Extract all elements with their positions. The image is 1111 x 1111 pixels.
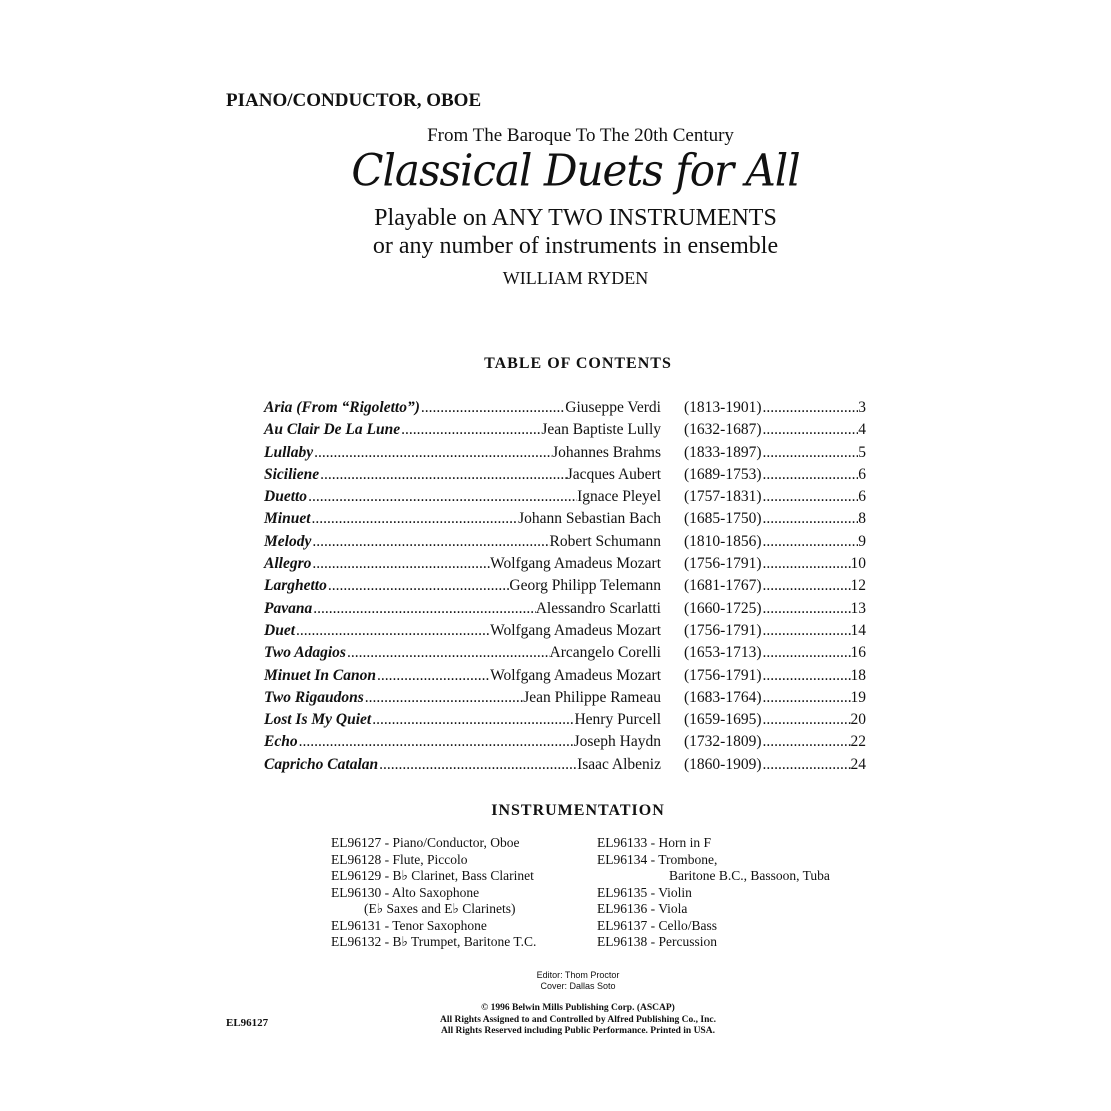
toc-entry-composer: Alessandro Scarlatti bbox=[535, 599, 661, 617]
toc-entry bbox=[264, 508, 884, 530]
dot-leader bbox=[400, 419, 541, 441]
dot-leader bbox=[762, 598, 851, 620]
toc-entry-title: Aria (From “Rigoletto”) bbox=[264, 399, 420, 416]
toc-entry-title: Two Rigaudons bbox=[264, 688, 364, 706]
dot-leader bbox=[420, 397, 565, 419]
toc-entry-composer: Wolfgang Amadeus Mozart bbox=[490, 555, 661, 573]
instrumentation-item: EL96133 - Horn in F bbox=[597, 835, 711, 850]
toc-entry-composer: Johann Sebastian Bach bbox=[518, 510, 661, 528]
toc-entry-page: 19 bbox=[850, 688, 866, 706]
toc-entry-composer: Robert Schumann bbox=[549, 532, 661, 550]
instrument-heading: PIANO/CONDUCTOR, OBOE bbox=[226, 90, 482, 111]
dot-leader bbox=[364, 687, 523, 709]
instrumentation-list-right bbox=[597, 835, 830, 951]
toc-entry-page: 13 bbox=[850, 599, 866, 617]
toc-entry-composer: Isaac Albeniz bbox=[577, 755, 661, 773]
toc-entry-composer: Ignace Pleyel bbox=[577, 488, 661, 506]
playable-line-2: or any number of instruments in ensemble bbox=[372, 233, 779, 259]
catalog-number: EL96127 bbox=[226, 1017, 269, 1029]
toc-entry bbox=[264, 642, 884, 664]
toc-entry-years: (1653-1713) bbox=[684, 644, 762, 662]
toc-entry bbox=[264, 598, 884, 620]
toc-entry-years: (1685-1750) bbox=[684, 510, 762, 528]
book-title: Classical Duets for All bbox=[351, 144, 800, 197]
copyright-line-1: © 1996 Belwin Mills Publishing Corp. (ASCAP) bbox=[481, 1003, 675, 1013]
instrumentation-item: EL96136 - Viola bbox=[597, 901, 688, 916]
dot-leader bbox=[327, 575, 510, 597]
dot-leader bbox=[762, 731, 851, 753]
toc-entry-years: (1632-1687) bbox=[684, 421, 762, 439]
dot-leader bbox=[311, 531, 549, 553]
toc-entry-page: 18 bbox=[850, 666, 866, 684]
toc-entry-composer: Wolfgang Amadeus Mozart bbox=[490, 621, 661, 639]
toc-heading: TABLE OF CONTENTS bbox=[484, 355, 672, 372]
dot-leader bbox=[312, 598, 536, 620]
toc-entry-title: Echo bbox=[264, 733, 298, 751]
toc-entry bbox=[264, 620, 884, 642]
dot-leader bbox=[762, 665, 851, 687]
toc-entry bbox=[264, 731, 884, 753]
dot-leader bbox=[762, 754, 851, 776]
toc-entry bbox=[264, 553, 884, 575]
dot-leader bbox=[311, 553, 490, 575]
toc-entry-title: Pavana bbox=[264, 599, 313, 617]
instrumentation-item: EL96134 - Trombone, bbox=[597, 851, 718, 867]
dot-leader bbox=[762, 464, 859, 486]
toc-entry-years: (1810-1856) bbox=[684, 532, 762, 550]
toc-entry-years: (1756-1791) bbox=[684, 555, 762, 573]
toc-entry-title: Two Adagios bbox=[264, 644, 346, 662]
toc-entry-title: Larghetto bbox=[264, 577, 327, 595]
dot-leader bbox=[762, 531, 859, 553]
toc-entry-composer: Arcangelo Corelli bbox=[549, 644, 661, 662]
toc-entry-page: 3 bbox=[858, 399, 866, 416]
toc-entry-title: Capricho Catalan bbox=[264, 755, 379, 773]
toc-entry-page: 4 bbox=[858, 421, 866, 439]
toc-entry bbox=[264, 397, 884, 419]
toc-entry-title: Siciliene bbox=[264, 465, 320, 483]
dot-leader bbox=[762, 419, 859, 441]
author: WILLIAM RYDEN bbox=[502, 268, 649, 288]
instrumentation-list-left bbox=[331, 835, 536, 951]
toc-entry-title: Minuet bbox=[264, 510, 311, 528]
instrumentation-item: EL96130 - Alto Saxophone bbox=[331, 884, 480, 900]
toc-entry-years: (1660-1725) bbox=[684, 599, 762, 617]
dot-leader bbox=[311, 508, 519, 530]
toc-entry-years: (1681-1767) bbox=[684, 577, 762, 595]
toc-entry bbox=[264, 687, 884, 709]
dot-leader bbox=[762, 486, 859, 508]
toc-entry-composer: Johannes Brahms bbox=[552, 443, 661, 461]
toc-entry-title: Duet bbox=[264, 621, 295, 639]
copyright-line-3: All Rights Reserved including Public Performance. Printed in USA. bbox=[441, 1026, 715, 1036]
toc-entry-years: (1757-1831) bbox=[684, 488, 762, 506]
dot-leader bbox=[298, 731, 574, 753]
instrumentation-item: (E♭ Saxes and E♭ Clarinets) bbox=[364, 901, 516, 916]
toc-entry-title: Duetto bbox=[264, 488, 308, 506]
dot-leader bbox=[762, 620, 851, 642]
toc-entry-title: Au Clair De La Lune bbox=[264, 421, 401, 439]
toc-entry-title: Lullaby bbox=[264, 443, 314, 461]
toc-entry-page: 16 bbox=[850, 644, 866, 662]
playable-line-1: Playable on ANY TWO INSTRUMENTS bbox=[374, 205, 777, 231]
instrumentation-item: EL96127 - Piano/Conductor, Oboe bbox=[331, 835, 520, 850]
instrumentation-item: EL96137 - Cello/Bass bbox=[597, 917, 717, 933]
toc-entry-composer: Henry Purcell bbox=[574, 711, 661, 729]
cover-credit: Cover: Dallas Soto bbox=[540, 981, 616, 991]
toc-entry-page: 24 bbox=[850, 755, 866, 773]
toc-entry bbox=[264, 709, 884, 731]
toc-entry bbox=[264, 464, 884, 486]
instrumentation-item: EL96131 - Tenor Saxophone bbox=[331, 917, 487, 933]
toc-entry-years: (1860-1909) bbox=[684, 755, 762, 773]
toc-entry-years: (1756-1791) bbox=[684, 666, 762, 684]
toc-entry-title: Minuet In Canon bbox=[264, 666, 376, 684]
toc-entry-composer: Joseph Haydn bbox=[573, 733, 661, 751]
toc-entry-years: (1756-1791) bbox=[684, 621, 762, 639]
toc-entry-years: (1833-1897) bbox=[684, 443, 762, 461]
instrumentation-item: EL96128 - Flute, Piccolo bbox=[331, 851, 468, 867]
toc-entry-page: 22 bbox=[850, 733, 866, 751]
dot-leader bbox=[762, 508, 859, 530]
toc-entry-page: 9 bbox=[858, 532, 866, 550]
dot-leader bbox=[376, 665, 490, 687]
toc-entry-page: 8 bbox=[858, 510, 866, 528]
toc-entry-years: (1732-1809) bbox=[684, 733, 762, 751]
toc-entry-page: 14 bbox=[850, 621, 866, 639]
toc-entry-years: (1683-1764) bbox=[684, 688, 762, 706]
toc-entry-page: 6 bbox=[858, 488, 866, 506]
toc-entry-composer: Georg Philipp Telemann bbox=[509, 577, 661, 595]
dot-leader bbox=[313, 442, 552, 464]
toc-entry-title: Lost Is My Quiet bbox=[264, 711, 372, 729]
toc-entry-years: (1689-1753) bbox=[684, 465, 762, 483]
instrumentation-item: EL96138 - Percussion bbox=[597, 934, 717, 949]
toc-entry bbox=[264, 442, 884, 464]
toc-entry-composer: Jean Baptiste Lully bbox=[541, 421, 661, 439]
toc-entry-composer: Jean Philippe Rameau bbox=[523, 688, 661, 706]
dot-leader bbox=[762, 442, 859, 464]
toc-entry-page: 5 bbox=[858, 443, 866, 461]
dot-leader bbox=[295, 620, 490, 642]
dot-leader bbox=[378, 754, 577, 776]
dot-leader bbox=[371, 709, 574, 731]
dot-leader bbox=[762, 687, 851, 709]
subtitle: From The Baroque To The 20th Century bbox=[427, 125, 734, 146]
toc-entry-years: (1659-1695) bbox=[684, 711, 762, 729]
dot-leader bbox=[762, 397, 859, 419]
instrumentation-item: Baritone B.C., Bassoon, Tuba bbox=[669, 868, 830, 883]
dot-leader bbox=[319, 464, 567, 486]
toc-entry-title: Melody bbox=[264, 532, 312, 550]
instrumentation-item: EL96132 - B♭ Trumpet, Baritone T.C. bbox=[331, 934, 537, 949]
dot-leader bbox=[762, 642, 851, 664]
toc-entry bbox=[264, 419, 884, 441]
copyright-line-2: All Rights Assigned to and Controlled by Alfred Publishing Co., Inc. bbox=[439, 1015, 716, 1025]
toc-entry-page: 6 bbox=[858, 465, 866, 483]
dot-leader bbox=[346, 642, 550, 664]
toc-entry-composer: Giuseppe Verdi bbox=[565, 399, 661, 416]
toc-entry bbox=[264, 486, 884, 508]
dot-leader bbox=[762, 575, 851, 597]
toc-entry-page: 12 bbox=[850, 577, 866, 595]
dot-leader bbox=[307, 486, 577, 508]
toc-entry-page: 20 bbox=[850, 711, 866, 729]
toc-entry-page: 10 bbox=[850, 555, 866, 573]
instrumentation-item: EL96129 - B♭ Clarinet, Bass Clarinet bbox=[331, 868, 534, 883]
toc-entry-composer: Wolfgang Amadeus Mozart bbox=[490, 666, 661, 684]
toc-entry bbox=[264, 575, 884, 597]
toc-entry-years: (1813-1901) bbox=[684, 399, 762, 416]
instrumentation-heading: INSTRUMENTATION bbox=[491, 802, 665, 819]
toc-entry bbox=[264, 754, 884, 776]
toc-entry bbox=[264, 531, 884, 553]
dot-leader bbox=[762, 709, 851, 731]
toc-entry-title: Allegro bbox=[264, 555, 312, 573]
instrumentation-item: EL96135 - Violin bbox=[597, 884, 692, 900]
editor-credit: Editor: Thom Proctor bbox=[536, 970, 620, 980]
toc-entry bbox=[264, 665, 884, 687]
dot-leader bbox=[762, 553, 851, 575]
table-of-contents bbox=[264, 397, 884, 776]
toc-entry-composer: Jacques Aubert bbox=[566, 465, 661, 483]
